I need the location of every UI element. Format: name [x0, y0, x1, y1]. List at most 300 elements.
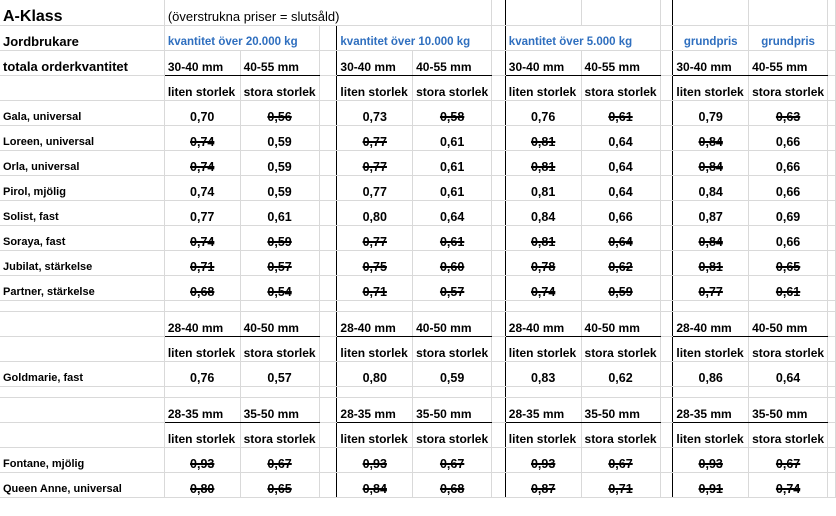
table-row	[0, 422, 836, 447]
price-cell	[240, 100, 319, 125]
empty-cell	[0, 397, 164, 422]
price-value: 0,61	[439, 184, 465, 199]
price-cell	[413, 361, 492, 386]
price-value: 0,64	[608, 134, 633, 149]
table-row	[0, 175, 836, 200]
spacer	[828, 25, 836, 50]
table-row	[0, 150, 836, 175]
price-cell	[673, 125, 749, 150]
price-cell	[413, 250, 492, 275]
price-value: 0,76	[530, 109, 556, 124]
price-value: 0,66	[775, 159, 801, 174]
price-cell	[413, 200, 492, 225]
spacer	[240, 386, 319, 397]
price-value: 0,86	[698, 370, 723, 385]
price-cell	[337, 100, 413, 125]
group-header: kvantitet över 20.000 kg	[164, 25, 319, 50]
price-sold-out: 0,61	[775, 284, 801, 299]
size-range: 35-50 mm	[749, 397, 828, 422]
price-value: 0,64	[775, 370, 801, 385]
price-sold-out: 0,74	[530, 284, 556, 299]
price-value: 0,59	[439, 370, 465, 385]
spacer	[828, 50, 836, 75]
spacer	[828, 397, 836, 422]
spacer	[492, 275, 506, 300]
price-cell	[581, 175, 660, 200]
table-row	[0, 447, 836, 472]
spacer	[492, 200, 506, 225]
price-cell	[164, 175, 240, 200]
size-range: 28-35 mm	[505, 397, 581, 422]
spacer	[492, 25, 506, 50]
row-label: Jordbrukare	[0, 25, 164, 50]
price-cell	[240, 275, 319, 300]
size-label: stora storlek	[240, 75, 319, 100]
table-row	[0, 386, 836, 397]
size-range: 40-55 mm	[581, 50, 660, 75]
price-cell	[581, 100, 660, 125]
price-sold-out: 0,64	[608, 234, 633, 249]
spacer	[492, 311, 506, 336]
price-value: 0,59	[267, 184, 292, 199]
price-value: 0,64	[439, 209, 465, 224]
price-cell	[749, 361, 828, 386]
price-value: 0,81	[530, 184, 556, 199]
empty-cell	[828, 0, 836, 25]
price-cell	[505, 447, 581, 472]
price-sold-out: 0,56	[267, 109, 292, 124]
price-cell	[505, 225, 581, 250]
price-sold-out: 0,74	[775, 481, 801, 496]
size-range: 35-50 mm	[413, 397, 492, 422]
price-cell	[673, 150, 749, 175]
spacer	[660, 150, 673, 175]
size-range: 30-40 mm	[673, 50, 749, 75]
price-sold-out: 0,57	[439, 284, 465, 299]
price-cell	[164, 225, 240, 250]
price-cell	[673, 275, 749, 300]
spacer	[319, 361, 337, 386]
spacer	[319, 75, 337, 100]
price-cell	[413, 447, 492, 472]
group-header: grundpris	[749, 25, 828, 50]
size-range: 28-35 mm	[164, 397, 240, 422]
empty-cell	[581, 0, 660, 25]
spacer	[660, 250, 673, 275]
variety-name: Queen Anne, universal	[0, 472, 164, 497]
spacer	[492, 422, 506, 447]
spacer	[319, 300, 337, 311]
spacer	[828, 100, 836, 125]
price-sold-out: 0,93	[362, 456, 387, 471]
price-value: 0,62	[608, 370, 633, 385]
size-range: 35-50 mm	[240, 397, 319, 422]
price-cell	[581, 150, 660, 175]
price-cell	[673, 250, 749, 275]
price-cell	[581, 275, 660, 300]
size-label: stora storlek	[413, 336, 492, 361]
size-range: 40-50 mm	[413, 311, 492, 336]
spacer	[164, 300, 240, 311]
size-range: 40-55 mm	[413, 50, 492, 75]
spacer	[319, 175, 337, 200]
price-cell	[413, 175, 492, 200]
spacer	[240, 300, 319, 311]
spacer	[660, 225, 673, 250]
price-cell	[413, 125, 492, 150]
empty-cell	[505, 0, 581, 25]
spacer	[828, 300, 836, 311]
spacer	[492, 472, 506, 497]
variety-name: Goldmarie, fast	[0, 361, 164, 386]
price-sold-out: 0,60	[439, 259, 465, 274]
size-label: liten storlek	[337, 422, 413, 447]
price-cell	[673, 175, 749, 200]
spacer	[660, 275, 673, 300]
size-range: 28-35 mm	[673, 397, 749, 422]
price-sold-out: 0,74	[190, 134, 215, 149]
price-sold-out: 0,81	[530, 134, 556, 149]
size-label: liten storlek	[673, 422, 749, 447]
spacer	[660, 447, 673, 472]
price-cell	[337, 250, 413, 275]
empty-cell	[492, 0, 506, 25]
size-label: stora storlek	[413, 422, 492, 447]
price-sold-out: 0,91	[698, 481, 723, 496]
size-label: stora storlek	[749, 75, 828, 100]
empty-cell	[0, 336, 164, 361]
spacer	[492, 175, 506, 200]
price-sold-out: 0,81	[530, 159, 556, 174]
row-label: totala orderkvantitet	[0, 50, 164, 75]
spacer	[337, 386, 413, 397]
price-cell	[505, 472, 581, 497]
table-row	[0, 250, 836, 275]
spacer	[492, 100, 506, 125]
price-cell	[673, 447, 749, 472]
table-row	[0, 300, 836, 311]
spacer	[581, 386, 660, 397]
price-value: 0,83	[530, 370, 556, 385]
price-value: 0,61	[439, 159, 465, 174]
spacer	[492, 150, 506, 175]
spacer	[319, 25, 337, 50]
price-sold-out: 0,93	[530, 456, 556, 471]
price-sold-out: 0,87	[530, 481, 556, 496]
price-sold-out: 0,84	[698, 159, 723, 174]
price-sold-out: 0,68	[439, 481, 465, 496]
price-sold-out: 0,74	[190, 234, 215, 249]
spacer	[319, 200, 337, 225]
spacer	[828, 125, 836, 150]
group-header: kvantitet över 10.000 kg	[337, 25, 492, 50]
price-cell	[505, 125, 581, 150]
size-label: stora storlek	[240, 422, 319, 447]
spacer	[492, 50, 506, 75]
price-sold-out: 0,63	[775, 109, 801, 124]
spacer	[828, 175, 836, 200]
spacer	[492, 75, 506, 100]
price-value: 0,61	[267, 209, 292, 224]
price-value: 0,57	[267, 370, 292, 385]
group-header: kvantitet över 5.000 kg	[505, 25, 660, 50]
size-label: stora storlek	[749, 422, 828, 447]
price-value: 0,66	[775, 134, 801, 149]
group-header: grundpris	[673, 25, 749, 50]
size-label: stora storlek	[581, 336, 660, 361]
empty-cell	[0, 311, 164, 336]
price-cell	[164, 125, 240, 150]
price-cell	[337, 361, 413, 386]
spacer	[337, 300, 413, 311]
price-cell	[673, 361, 749, 386]
price-sold-out: 0,67	[267, 456, 292, 471]
spacer	[319, 50, 337, 75]
price-cell	[673, 200, 749, 225]
spacer	[505, 386, 581, 397]
variety-name: Jubilat, stärkelse	[0, 250, 164, 275]
spacer	[828, 250, 836, 275]
price-value: 0,66	[775, 184, 801, 199]
table-row	[0, 50, 836, 75]
price-cell	[413, 275, 492, 300]
price-sold-out: 0,57	[267, 259, 292, 274]
price-cell	[164, 200, 240, 225]
price-sold-out: 0,93	[698, 456, 723, 471]
price-cell	[240, 472, 319, 497]
price-cell	[240, 125, 319, 150]
size-range: 28-35 mm	[337, 397, 413, 422]
price-cell	[240, 361, 319, 386]
price-cell	[413, 100, 492, 125]
price-cell	[581, 361, 660, 386]
table-row	[0, 25, 836, 50]
price-value: 0,79	[698, 109, 723, 124]
spacer	[319, 472, 337, 497]
price-cell	[337, 275, 413, 300]
spacer	[319, 397, 337, 422]
empty-cell	[660, 0, 673, 25]
spacer	[319, 386, 337, 397]
spacer	[660, 25, 673, 50]
price-sold-out: 0,67	[775, 456, 801, 471]
size-label: liten storlek	[337, 75, 413, 100]
price-sold-out: 0,59	[267, 234, 292, 249]
price-cell	[749, 100, 828, 125]
price-cell	[581, 250, 660, 275]
size-label: liten storlek	[505, 422, 581, 447]
price-cell	[749, 275, 828, 300]
spacer	[413, 300, 492, 311]
price-sold-out: 0,71	[190, 259, 215, 274]
spacer	[319, 311, 337, 336]
price-cell	[337, 200, 413, 225]
spacer	[660, 472, 673, 497]
price-cell	[164, 472, 240, 497]
spacer	[660, 50, 673, 75]
price-sold-out: 0,84	[362, 481, 387, 496]
price-sold-out: 0,65	[775, 259, 801, 274]
size-label: stora storlek	[240, 336, 319, 361]
size-range: 40-50 mm	[749, 311, 828, 336]
table-row	[0, 125, 836, 150]
price-value: 0,59	[267, 134, 292, 149]
price-cell	[749, 225, 828, 250]
price-cell	[164, 361, 240, 386]
spacer	[660, 397, 673, 422]
price-cell	[581, 200, 660, 225]
price-sold-out: 0,81	[530, 234, 556, 249]
price-cell	[749, 200, 828, 225]
price-value: 0,74	[190, 184, 215, 199]
price-cell	[164, 150, 240, 175]
spacer	[319, 422, 337, 447]
price-value: 0,87	[698, 209, 723, 224]
size-label: liten storlek	[505, 336, 581, 361]
size-label: stora storlek	[413, 75, 492, 100]
price-cell	[505, 175, 581, 200]
price-cell	[413, 225, 492, 250]
table-row	[0, 397, 836, 422]
spacer	[749, 386, 828, 397]
spacer	[164, 386, 240, 397]
spacer	[492, 225, 506, 250]
table-row	[0, 275, 836, 300]
price-value: 0,66	[608, 209, 633, 224]
spacer	[0, 386, 164, 397]
price-sold-out: 0,71	[608, 481, 633, 496]
table-row	[0, 336, 836, 361]
price-sold-out: 0,77	[362, 234, 387, 249]
size-range: 28-40 mm	[337, 311, 413, 336]
spacer	[673, 300, 749, 311]
price-sold-out: 0,61	[608, 109, 633, 124]
spacer	[660, 200, 673, 225]
price-cell	[505, 200, 581, 225]
price-cell	[505, 361, 581, 386]
variety-name: Partner, stärkelse	[0, 275, 164, 300]
price-cell	[505, 275, 581, 300]
table-row	[0, 361, 836, 386]
spacer	[828, 336, 836, 361]
price-sold-out: 0,67	[439, 456, 465, 471]
spacer	[319, 150, 337, 175]
price-cell	[337, 447, 413, 472]
price-cell	[581, 225, 660, 250]
price-value: 0,84	[530, 209, 556, 224]
price-value: 0,76	[190, 370, 215, 385]
spacer	[319, 250, 337, 275]
price-cell	[240, 447, 319, 472]
spacer	[828, 200, 836, 225]
spacer	[505, 300, 581, 311]
price-sold-out: 0,84	[698, 134, 723, 149]
spacer	[673, 386, 749, 397]
size-range: 28-40 mm	[505, 311, 581, 336]
spacer	[319, 336, 337, 361]
spacer	[492, 397, 506, 422]
size-range: 28-40 mm	[164, 311, 240, 336]
spacer	[660, 386, 673, 397]
size-label: liten storlek	[164, 336, 240, 361]
empty-cell	[749, 0, 828, 25]
price-sold-out: 0,59	[608, 284, 633, 299]
price-sold-out: 0,77	[362, 134, 387, 149]
spacer	[319, 447, 337, 472]
empty-cell	[0, 422, 164, 447]
table-row	[0, 200, 836, 225]
price-value: 0,77	[190, 209, 215, 224]
spacer	[828, 275, 836, 300]
spacer	[660, 361, 673, 386]
spacer	[828, 386, 836, 397]
spacer	[319, 225, 337, 250]
price-cell	[749, 150, 828, 175]
size-label: liten storlek	[337, 336, 413, 361]
price-sold-out: 0,77	[362, 159, 387, 174]
spacer	[660, 336, 673, 361]
spacer	[828, 422, 836, 447]
table-row	[0, 225, 836, 250]
empty-cell	[673, 0, 749, 25]
size-label: liten storlek	[673, 336, 749, 361]
spacer	[319, 100, 337, 125]
table-row	[0, 311, 836, 336]
price-cell	[337, 225, 413, 250]
price-value: 0,70	[190, 109, 215, 124]
spacer	[828, 75, 836, 100]
price-cell	[164, 250, 240, 275]
spacer	[319, 125, 337, 150]
price-sold-out: 0,62	[608, 259, 633, 274]
price-cell	[240, 250, 319, 275]
price-sold-out: 0,75	[362, 259, 387, 274]
spacer	[749, 300, 828, 311]
price-sold-out: 0,77	[698, 284, 723, 299]
size-label: liten storlek	[673, 75, 749, 100]
price-cell	[164, 100, 240, 125]
spacer	[492, 336, 506, 361]
spacer	[492, 386, 506, 397]
size-range: 40-55 mm	[749, 50, 828, 75]
size-label: liten storlek	[505, 75, 581, 100]
variety-name: Gala, universal	[0, 100, 164, 125]
price-cell	[581, 472, 660, 497]
price-value: 0,59	[267, 159, 292, 174]
price-value: 0,77	[362, 184, 387, 199]
price-sold-out: 0,68	[190, 284, 215, 299]
variety-name: Soraya, fast	[0, 225, 164, 250]
spacer	[492, 125, 506, 150]
table-row	[0, 75, 836, 100]
price-cell	[749, 175, 828, 200]
size-label: stora storlek	[581, 75, 660, 100]
spacer	[660, 175, 673, 200]
spacer	[660, 300, 673, 311]
price-cell	[413, 150, 492, 175]
price-cell	[240, 200, 319, 225]
spacer	[660, 75, 673, 100]
spacer	[492, 361, 506, 386]
spacer	[492, 447, 506, 472]
page-title: A-Klass	[0, 0, 164, 25]
price-cell	[673, 472, 749, 497]
spacer	[492, 300, 506, 311]
spacer	[660, 125, 673, 150]
spacer	[319, 275, 337, 300]
price-sold-out: 0,54	[267, 284, 292, 299]
price-cell	[337, 150, 413, 175]
